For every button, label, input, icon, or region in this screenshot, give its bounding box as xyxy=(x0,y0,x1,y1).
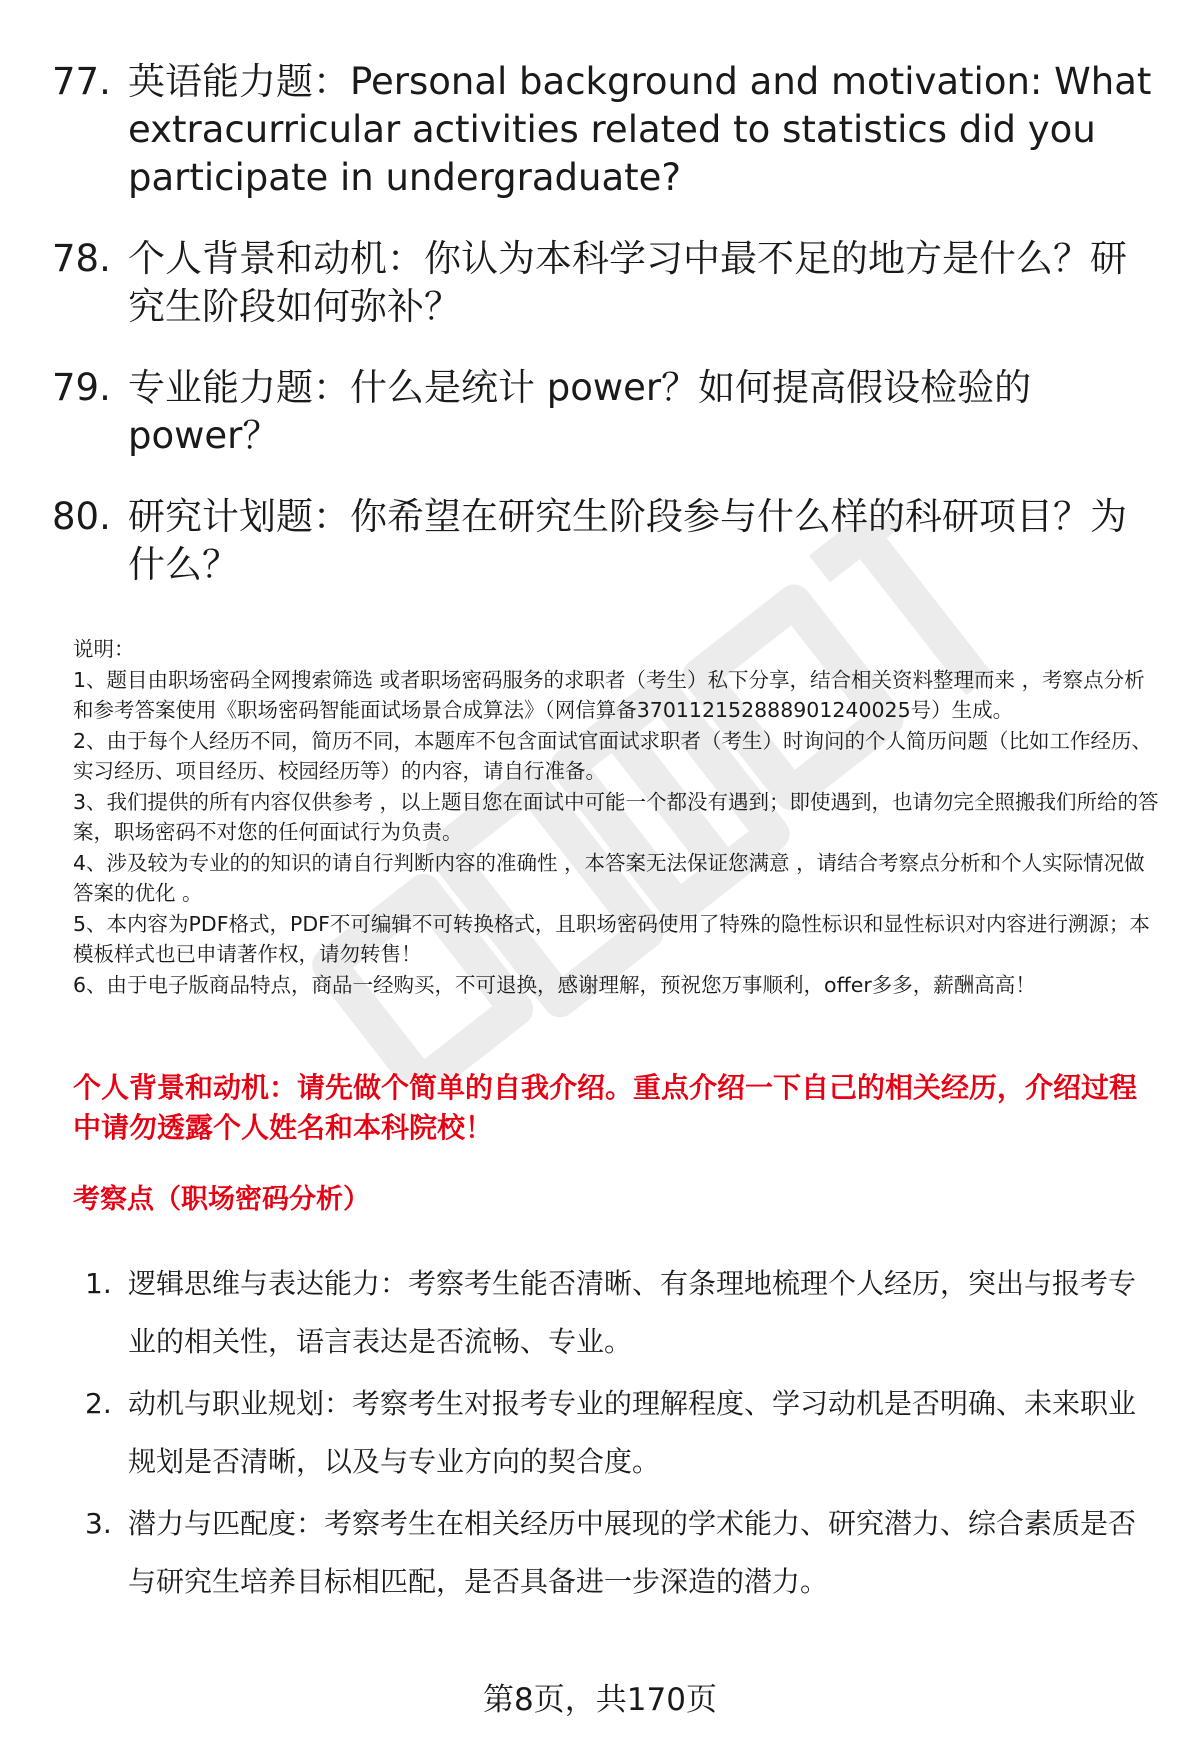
point-text: 潜力与匹配度：考察考生在相关经历中展现的学术能力、研究潜力、综合素质是否与研究生培养目标相匹配，是否具备进一步深造的潜力。 xyxy=(128,1507,1137,1598)
notes-item: 1、题目由职场密码全网搜索筛选 或者职场密码服务的求职者（考生）私下分享，结合相关资料整理而来 ，考察点分析和参考答案使用《职场密码智能面试场景合成算法》（网信算备370112152888901240025号）生成。 xyxy=(73,667,1145,722)
point-number: 3. xyxy=(85,1507,112,1540)
analysis-point xyxy=(85,1495,1150,1611)
question-text: 个人背景和动机：你认为本科学习中最不足的地方是什么？研究生阶段如何弥补？ xyxy=(128,237,1127,328)
question-number: 80. xyxy=(52,495,111,538)
question-item xyxy=(52,364,1152,460)
featured-question-title: 个人背景和动机：请先做个简单的自我介绍。重点介绍一下自己的相关经历，介绍过程中请勿透露个人姓名和本科院校！ xyxy=(73,1071,1138,1144)
point-number: 2. xyxy=(85,1387,112,1420)
question-text: 研究计划题：你希望在研究生阶段参与什么样的科研项目？为什么？ xyxy=(128,495,1127,586)
question-number: 78. xyxy=(52,237,111,280)
analysis-point xyxy=(85,1375,1150,1491)
analysis-heading: 考察点（职场密码分析） xyxy=(73,1184,370,1215)
notes-item: 3、我们提供的所有内容仅供参考 ，以上题目您在面试中可能一个都没有遇到；即使遇到，也请勿完全照搬我们所给的答案，职场密码不对您的任何面试行为负责。 xyxy=(73,789,1159,844)
page-footer xyxy=(0,1680,1200,1720)
question-item xyxy=(52,58,1152,202)
notes-item: 4、涉及较为专业的的知识的请自行判断内容的准确性 ，本答案无法保证您满意 ，请结合考察点分析和个人实际情况做答案的优化 。 xyxy=(73,850,1145,905)
question-text: 专业能力题：什么是统计 power？如何提高假设检验的 power？ xyxy=(128,366,1032,457)
question-item xyxy=(52,493,1152,589)
page-number-label: 第8页，共170页 xyxy=(483,1682,717,1718)
analysis-point xyxy=(85,1255,1150,1371)
notes-item: 6、由于电子版商品特点，商品一经购买，不可退换，感谢理解，预祝您万事顺利，offer多多，薪酬高高！ xyxy=(73,972,1036,997)
notes-item: 2、由于每个人经历不同，简历不同，本题库不包含面试官面试求职者（考生）时询问的个人简历问题（比如工作经历、实习经历、项目经历、校园经历等）的内容，请自行准备。 xyxy=(73,728,1153,783)
question-number: 77. xyxy=(52,60,111,103)
question-item xyxy=(52,235,1152,331)
question-list xyxy=(52,58,1152,622)
point-text: 逻辑思维与表达能力：考察考生能否清晰、有条理地梳理个人经历，突出与报考专业的相关性，语言表达是否流畅、专业。 xyxy=(128,1267,1137,1358)
question-text: 英语能力题：Personal background and motivation: What extracurricular activities related to statistics did you participate in undergraduate? xyxy=(128,60,1152,199)
notes-heading: 说明： xyxy=(73,637,135,661)
notes-item: 5、本内容为PDF格式，PDF不可编辑不可转换格式，且职场密码使用了特殊的隐性标识和显性标识对内容进行溯源；本模板样式也已申请著作权，请勿转售！ xyxy=(73,911,1150,966)
analysis-points xyxy=(85,1255,1150,1615)
point-text: 动机与职业规划：考察考生对报考专业的理解程度、学习动机是否明确、未来职业规划是否清晰，以及与专业方向的契合度。 xyxy=(128,1387,1137,1478)
point-number: 1. xyxy=(85,1267,112,1300)
disclaimer-notes xyxy=(73,634,1163,1000)
question-number: 79. xyxy=(52,366,111,409)
